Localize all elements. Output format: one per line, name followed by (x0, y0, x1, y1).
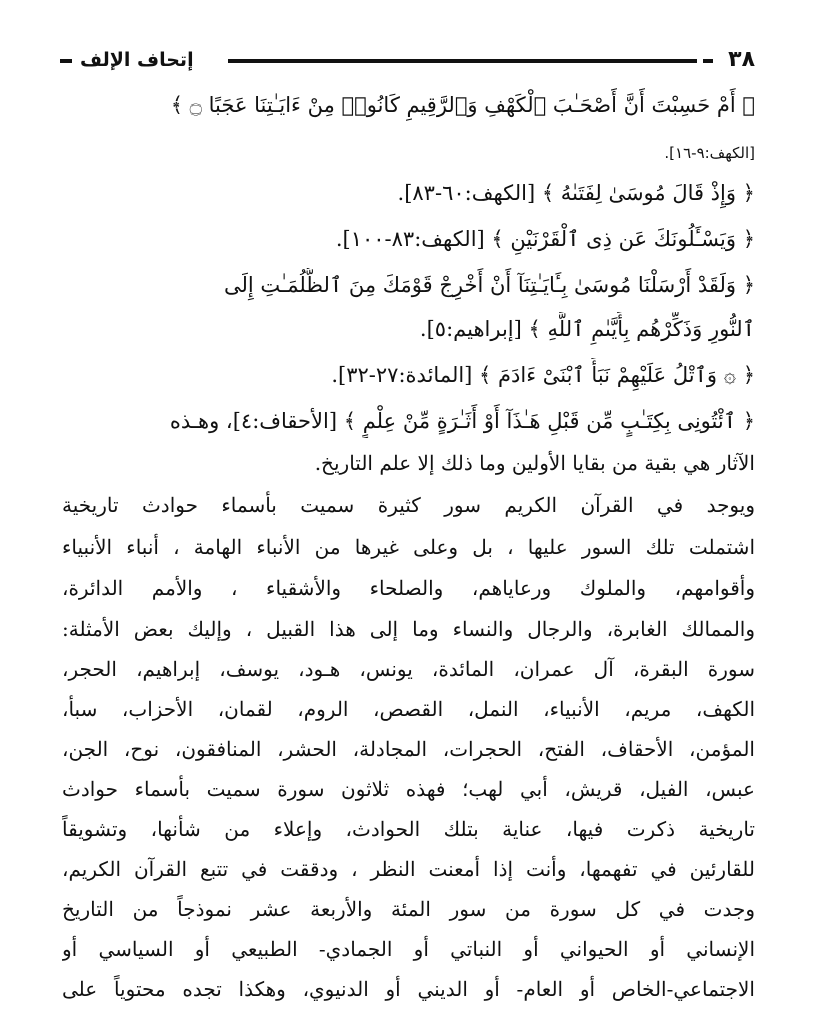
paragraph-line: وجدت في كل سورة من سور المئة والأربعة عشر نموذجاً من التاريخ (62, 897, 755, 921)
paragraph-line: الاجتماعي-الخاص أو العام- أو الديني أو الدنيوي، وهكذا تجده محتوياً على (62, 977, 755, 1001)
quran-verse-ahqaf-4: ﴿ ٱئْتُونِى بِكِتَـٰبٍ مِّن قَبْلِ هَـٰذَآ أَوْ أَثَـٰرَةٍ مِّنْ عِلْمٍ ﴾ [الأحقاف:٤]، وهـذه (169, 409, 755, 433)
paragraph-line: اشتملت تلك السور عليها ، بل وعلى غيرها من الأنباء الهامة ، أنباء الأنبياء (62, 535, 755, 559)
paragraph-line: وأقوامهم، والملوك ورعاياهم، والصلحاء والأشقياء ، والأمم الدائرة، (62, 576, 755, 600)
quran-verse-maidah-27: ﴿ ۞ وَٱتْلُ عَلَيْهِمْ نَبَأَ ٱبْنَىْ ءَادَمَ ﴾ [المائدة:٢٧-٣٢]. (331, 363, 755, 387)
quran-verse-ibrahim-5: ﴿ وَلَقَدْ أَرْسَلْنَا مُوسَىٰ بِـَٔايَـٰتِنَآ أَنْ أَخْرِجْ قَوْمَكَ مِنَ ٱلظُّلُمَـٰتِ إِلَى (224, 273, 755, 297)
quran-verse-kahf-83: ﴿ وَيَسْـَٔلُونَكَ عَن ذِى ٱلْقَرْنَيْنِ ﴾ [الكهف:٨٣-١٠٠]. (335, 227, 755, 251)
paragraph-line: سورة البقرة، آل عمران، المائدة، يونس، هـود، يوسف، إبراهيم، الحجر، (62, 657, 755, 681)
paragraph-line: الآثار هي بقية من بقايا الأولين وما ذلك إلا علم التاريخ. (314, 451, 755, 475)
header-dash-left (60, 59, 72, 63)
quran-verse-kahf-60: ﴿ وَإِذْ قَالَ مُوسَىٰ لِفَتَىٰهُ ﴾ [الكهف:٦٠-٨٣]. (397, 181, 755, 205)
paragraph-line: عبس، الفيل، قريش، أبي لهب؛ فهذه ثلاثون سورة سميت بأسماء حوادث (62, 777, 755, 801)
header-dash-right (703, 59, 713, 63)
paragraph-line: الكهف، مريم، الأنبياء، النمل، القصص، الروم، لقمان، الأحزاب، سبأ، (62, 697, 755, 721)
page-number: ٣٨ (728, 47, 755, 72)
paragraph-line: ويوجد في القرآن الكريم سور كثيرة سميت بأسماء حوادث تاريخية (62, 493, 755, 517)
paragraph-line: للقارئين في تفهمها، وأنت إذا أمعنت النظر ، ودققت في تتبع القرآن الكريم، (62, 857, 755, 881)
paragraph-line: المؤمن، الأحقاف، الفتح، الحجرات، المجادلة، الحشر، المنافقون، نوح، الجن، (62, 737, 755, 761)
paragraph-line: الإنساني أو الحيواني أو النباتي أو الجمادي- الطبيعي أو السياسي أو (62, 937, 755, 961)
quran-verse-ibrahim-5-cont: ٱلنُّورِ وَذَكِّرْهُم بِأَيَّىٰمِ ٱللَّهِ ﴾ [إبراهيم:٥]. (419, 317, 755, 341)
header-rule (228, 59, 697, 63)
paragraph-line: تاريخية ذكرت فيها، عناية بتلك الحوادث، وإعلاء من شأنها، وتشويقاً (62, 817, 755, 841)
paragraph-line: والممالك الغابرة، والرجال والنساء وما إلى هذا القبيل ، وإليك بعض الأمثلة: (62, 617, 755, 641)
page-header (60, 46, 755, 76)
verse-reference: [الكهف:٩-١٦]. (664, 144, 755, 162)
book-title: إتحاف الإلف (80, 49, 194, 71)
quran-verse-kahf-9: ﴿ أَمْ حَسِبْتَ أَنَّ أَصْحَـٰبَ ٱلْكَهْفِ وَٱلرَّقِيمِ كَانُوا۟ مِنْ ءَايَـٰتِنَا عَجَبًا ۝ ﴾ (170, 93, 755, 117)
